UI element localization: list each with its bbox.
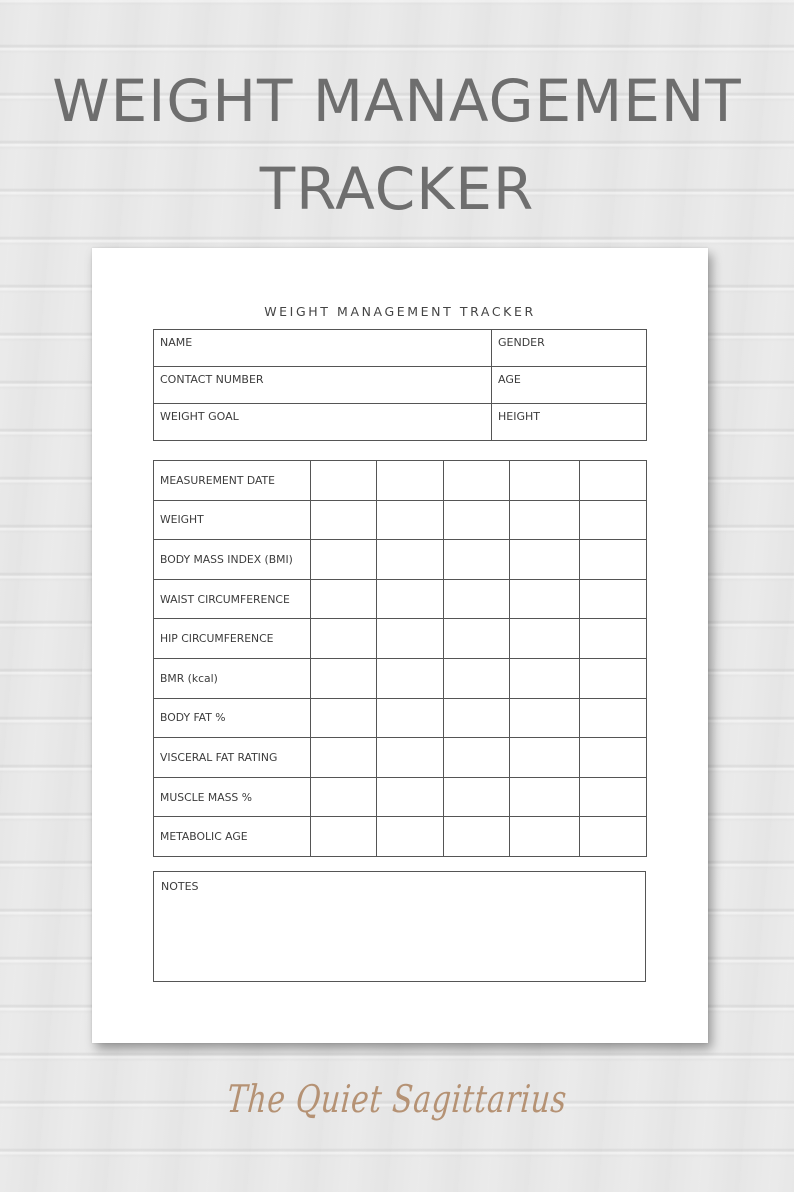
measurement-cell[interactable]	[510, 817, 580, 857]
measurement-row-bmr	[154, 658, 647, 698]
measurement-label: HIP CIRCUMFERENCE	[154, 619, 311, 659]
info-row	[154, 404, 647, 441]
measurement-label: WAIST CIRCUMFERENCE	[154, 579, 311, 619]
measurement-row-date	[154, 461, 647, 501]
measurement-cell[interactable]	[377, 540, 444, 580]
measurement-cell[interactable]	[311, 817, 377, 857]
measurement-cell[interactable]	[580, 500, 647, 540]
measurement-cell[interactable]	[580, 817, 647, 857]
measurement-cell[interactable]	[580, 579, 647, 619]
measurement-cell[interactable]	[444, 461, 510, 501]
measurement-cell[interactable]	[510, 658, 580, 698]
weight-goal-field[interactable]: WEIGHT GOAL	[154, 404, 492, 441]
measurement-cell[interactable]	[580, 461, 647, 501]
measurement-cell[interactable]	[311, 500, 377, 540]
hero-title-line-2: TRACKER	[259, 155, 535, 223]
measurement-cell[interactable]	[377, 777, 444, 817]
measurement-cell[interactable]	[377, 738, 444, 778]
height-field[interactable]: HEIGHT	[492, 404, 647, 441]
measurement-cell[interactable]	[580, 738, 647, 778]
measurement-cell[interactable]	[444, 540, 510, 580]
measurement-cell[interactable]	[311, 777, 377, 817]
notes-label: NOTES	[161, 880, 199, 893]
name-field[interactable]: NAME	[154, 330, 492, 367]
measurement-cell[interactable]	[510, 579, 580, 619]
measurement-label: MEASUREMENT DATE	[154, 461, 311, 501]
measurement-row-weight	[154, 500, 647, 540]
info-row	[154, 330, 647, 367]
measurement-label: VISCERAL FAT RATING	[154, 738, 311, 778]
measurement-cell[interactable]	[580, 698, 647, 738]
measurement-row-body-fat	[154, 698, 647, 738]
measurement-cell[interactable]	[510, 698, 580, 738]
measurement-cell[interactable]	[444, 817, 510, 857]
measurement-cell[interactable]	[311, 579, 377, 619]
measurement-cell[interactable]	[444, 619, 510, 659]
measurement-cell[interactable]	[377, 698, 444, 738]
measurement-cell[interactable]	[377, 619, 444, 659]
measurement-cell[interactable]	[510, 461, 580, 501]
measurement-cell[interactable]	[510, 500, 580, 540]
measurement-label: BMR (kcal)	[154, 658, 311, 698]
measurement-cell[interactable]	[377, 658, 444, 698]
measurement-label: METABOLIC AGE	[154, 817, 311, 857]
measurement-row-visceral-fat	[154, 738, 647, 778]
measurement-cell[interactable]	[444, 698, 510, 738]
measurement-cell[interactable]	[510, 738, 580, 778]
measurement-row-bmi	[154, 540, 647, 580]
measurement-cell[interactable]	[444, 658, 510, 698]
measurement-label: MUSCLE MASS %	[154, 777, 311, 817]
measurement-cell[interactable]	[580, 658, 647, 698]
measurement-cell[interactable]	[444, 777, 510, 817]
measurement-cell[interactable]	[444, 579, 510, 619]
age-field[interactable]: AGE	[492, 367, 647, 404]
measurement-cell[interactable]	[377, 500, 444, 540]
gender-field[interactable]: GENDER	[492, 330, 647, 367]
brand-signature: The Quiet Sagittarius	[225, 1077, 569, 1121]
measurement-row-hip	[154, 619, 647, 659]
measurement-label: BODY FAT %	[154, 698, 311, 738]
measurement-cell[interactable]	[311, 540, 377, 580]
measurements-table	[153, 460, 647, 857]
measurement-cell[interactable]	[377, 817, 444, 857]
measurement-cell[interactable]	[580, 540, 647, 580]
measurement-label: WEIGHT	[154, 500, 311, 540]
measurement-cell[interactable]	[580, 619, 647, 659]
personal-info-table	[153, 329, 647, 441]
contact-number-field[interactable]: CONTACT NUMBER	[154, 367, 492, 404]
measurement-cell[interactable]	[444, 500, 510, 540]
measurement-row-muscle-mass	[154, 777, 647, 817]
notes-field[interactable]	[153, 871, 646, 982]
measurement-cell[interactable]	[311, 698, 377, 738]
measurement-cell[interactable]	[311, 619, 377, 659]
measurement-cell[interactable]	[377, 461, 444, 501]
measurement-cell[interactable]	[311, 461, 377, 501]
measurement-cell[interactable]	[510, 777, 580, 817]
measurement-cell[interactable]	[311, 658, 377, 698]
measurement-cell[interactable]	[510, 619, 580, 659]
sheet-title: WEIGHT MANAGEMENT TRACKER	[264, 304, 536, 319]
measurement-cell[interactable]	[580, 777, 647, 817]
measurement-cell[interactable]	[510, 540, 580, 580]
measurement-cell[interactable]	[377, 579, 444, 619]
hero-title-line-1: WEIGHT MANAGEMENT	[52, 67, 742, 135]
tracker-sheet	[92, 248, 708, 1043]
measurement-row-waist	[154, 579, 647, 619]
measurement-cell[interactable]	[311, 738, 377, 778]
measurement-cell[interactable]	[444, 738, 510, 778]
measurement-label: BODY MASS INDEX (BMI)	[154, 540, 311, 580]
measurement-row-metabolic-age	[154, 817, 647, 857]
info-row	[154, 367, 647, 404]
